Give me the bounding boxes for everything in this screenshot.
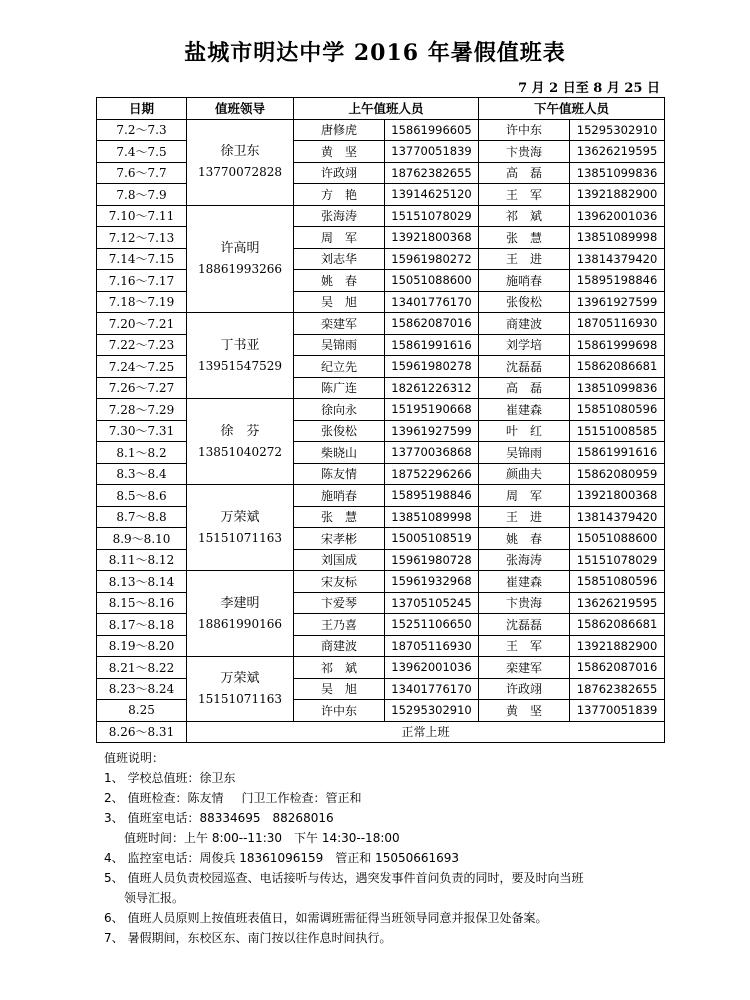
morning-staff-phone: 15862087016: [385, 313, 479, 335]
morning-staff-phone: 13770036868: [385, 442, 479, 464]
afternoon-staff-name: 张海涛: [479, 549, 570, 571]
leader-phone: 13770072828: [198, 165, 282, 179]
afternoon-staff-name: 沈磊磊: [479, 614, 570, 636]
leader-phone: 13951547529: [198, 358, 282, 373]
duty-date: 8.15～8.16: [97, 592, 187, 614]
afternoon-staff-name: 王 军: [479, 635, 570, 657]
duty-date: 7.20～7.21: [97, 313, 187, 335]
afternoon-staff-phone: 13851099836: [570, 162, 665, 184]
morning-staff-phone: 15861991616: [385, 334, 479, 356]
morning-staff-phone: 15151078029: [385, 205, 479, 227]
morning-staff-name: 祁 斌: [294, 657, 385, 679]
duty-leader: [187, 205, 294, 313]
afternoon-staff-name: 黄 坚: [479, 700, 570, 722]
afternoon-staff-name: 周 军: [479, 485, 570, 507]
note-4: 4、 监控室电话：周俊兵 18361096159 管正和 15050661693: [104, 851, 460, 865]
morning-staff-name: 许政翊: [294, 162, 385, 184]
note-1: 1、 学校总值班：徐卫东: [104, 771, 236, 785]
leader-phone: 18861993266: [198, 261, 282, 276]
duty-date: 8.13～8.14: [97, 571, 187, 593]
morning-staff-phone: 18261226312: [385, 377, 479, 399]
leader-name: 万荣斌: [220, 509, 260, 525]
page-title: 盐城市明达中学 2016 年暑假值班表: [184, 40, 566, 66]
duty-date: 7.2～7.3: [97, 119, 187, 141]
afternoon-staff-phone: 13851099836: [570, 377, 665, 399]
morning-staff-phone: 15005108519: [385, 528, 479, 550]
note-5-cont: 领导汇报。: [124, 891, 185, 905]
duty-date: 7.24～7.25: [97, 356, 187, 378]
table-row: [97, 635, 665, 657]
morning-staff-name: 方 艳: [294, 184, 385, 206]
final-date: 8.26～8.31: [97, 721, 187, 743]
table-row: [97, 291, 665, 313]
afternoon-staff-phone: 13961927599: [570, 291, 665, 313]
morning-staff-name: 张 慧: [294, 506, 385, 528]
afternoon-staff-name: 卞贵海: [479, 141, 570, 163]
afternoon-staff-name: 王 进: [479, 248, 570, 270]
morning-staff-phone: 15895198846: [385, 485, 479, 507]
morning-staff-name: 刘国成: [294, 549, 385, 571]
notes-heading: 值班说明：: [104, 751, 165, 765]
roster-body: [97, 119, 665, 743]
duty-date: 7.6～7.7: [97, 162, 187, 184]
morning-staff-name: 张俊松: [294, 420, 385, 442]
duty-date: 7.10～7.11: [97, 205, 187, 227]
morning-staff-phone: 15295302910: [385, 700, 479, 722]
table-row: [97, 528, 665, 550]
duty-date: 8.1～8.2: [97, 442, 187, 464]
afternoon-staff-name: 商建波: [479, 313, 570, 335]
leader-name: 徐 芬: [220, 423, 260, 439]
afternoon-staff-phone: 13921882900: [570, 635, 665, 657]
afternoon-staff-name: 吴锦雨: [479, 442, 570, 464]
morning-staff-phone: 15961932968: [385, 571, 479, 593]
afternoon-staff-phone: 15861999698: [570, 334, 665, 356]
table-row: [97, 485, 665, 507]
afternoon-staff-phone: 15051088600: [570, 528, 665, 550]
afternoon-staff-name: 许政翊: [479, 678, 570, 700]
afternoon-staff-name: 张 慧: [479, 227, 570, 249]
table-row: [97, 614, 665, 636]
table-row: [97, 657, 665, 679]
morning-staff-phone: 15961980278: [385, 356, 479, 378]
leader-name: 许高明: [220, 240, 260, 256]
duty-date: 8.9～8.10: [97, 528, 187, 550]
date-range: 7 月 2 日至 8 月 25 日: [518, 81, 660, 96]
afternoon-staff-phone: 13770051839: [570, 700, 665, 722]
duty-leader: [187, 571, 294, 657]
afternoon-staff-phone: 13814379420: [570, 506, 665, 528]
afternoon-staff-name: 刘学培: [479, 334, 570, 356]
morning-staff-phone: 13961927599: [385, 420, 479, 442]
morning-staff-phone: 15961980728: [385, 549, 479, 571]
duty-date: 8.3～8.4: [97, 463, 187, 485]
afternoon-staff-phone: 15862080959: [570, 463, 665, 485]
duty-leader: [187, 313, 294, 399]
duty-notes: [104, 748, 684, 948]
afternoon-staff-name: 叶 红: [479, 420, 570, 442]
duty-date: 8.5～8.6: [97, 485, 187, 507]
duty-date: 7.8～7.9: [97, 184, 187, 206]
duty-date: 7.12～7.13: [97, 227, 187, 249]
table-row: [97, 334, 665, 356]
duty-date: 7.4～7.5: [97, 141, 187, 163]
afternoon-staff-name: 高 磊: [479, 377, 570, 399]
leader-phone: 18861990166: [198, 616, 282, 631]
duty-leader: [187, 485, 294, 571]
morning-staff-phone: 13921800368: [385, 227, 479, 249]
afternoon-staff-name: 高 磊: [479, 162, 570, 184]
duty-date: 8.7～8.8: [97, 506, 187, 528]
morning-staff-name: 栾建军: [294, 313, 385, 335]
afternoon-staff-name: 施哨春: [479, 270, 570, 292]
afternoon-staff-name: 张俊松: [479, 291, 570, 313]
morning-staff-name: 陈广连: [294, 377, 385, 399]
morning-staff-name: 纪立先: [294, 356, 385, 378]
table-row: [97, 592, 665, 614]
table-header-row: [97, 98, 665, 120]
note-3: 3、 值班室电话：88334695 88268016: [104, 811, 334, 825]
morning-staff-phone: 13914625120: [385, 184, 479, 206]
afternoon-staff-phone: 15862086681: [570, 614, 665, 636]
morning-staff-phone: 15251106650: [385, 614, 479, 636]
header-afternoon: 下午值班人员: [479, 98, 665, 120]
duty-date: 7.26～7.27: [97, 377, 187, 399]
note-2-gate-check: 门卫工作检查：管正和: [241, 791, 362, 805]
afternoon-staff-phone: 18762382655: [570, 678, 665, 700]
afternoon-staff-phone: 15851080596: [570, 571, 665, 593]
morning-staff-phone: 18752296266: [385, 463, 479, 485]
afternoon-staff-phone: 15861991616: [570, 442, 665, 464]
morning-staff-phone: 15051088600: [385, 270, 479, 292]
morning-staff-phone: 13851089998: [385, 506, 479, 528]
duty-roster-table: [96, 97, 665, 743]
afternoon-staff-name: 卞贵海: [479, 592, 570, 614]
afternoon-staff-phone: 15295302910: [570, 119, 665, 141]
afternoon-staff-phone: 13921800368: [570, 485, 665, 507]
morning-staff-name: 陈友情: [294, 463, 385, 485]
morning-staff-phone: 13705105245: [385, 592, 479, 614]
table-row: [97, 700, 665, 722]
table-row: [97, 377, 665, 399]
table-row: [97, 119, 665, 141]
duty-date: 7.22～7.23: [97, 334, 187, 356]
table-row: [97, 571, 665, 593]
table-row: [97, 141, 665, 163]
duty-leader: [187, 119, 294, 205]
afternoon-staff-phone: 15862087016: [570, 657, 665, 679]
afternoon-staff-name: 栾建军: [479, 657, 570, 679]
afternoon-staff-name: 祁 斌: [479, 205, 570, 227]
table-row: [97, 463, 665, 485]
leader-phone: 15151071163: [198, 691, 282, 706]
morning-staff-name: 王乃喜: [294, 614, 385, 636]
afternoon-staff-phone: 15851080596: [570, 399, 665, 421]
afternoon-staff-name: 崔建森: [479, 399, 570, 421]
table-row: [97, 162, 665, 184]
note-7: 7、 暑假期间，东校区东、南门按以往作息时间执行。: [104, 931, 392, 945]
afternoon-staff-phone: 13851089998: [570, 227, 665, 249]
afternoon-staff-name: 崔建森: [479, 571, 570, 593]
afternoon-staff-name: 王 进: [479, 506, 570, 528]
duty-date: 7.14～7.15: [97, 248, 187, 270]
table-row: [97, 356, 665, 378]
note-3-hours: 值班时间：上午 8:00--11:30 下午 14:30--18:00: [124, 831, 400, 845]
table-row: [97, 313, 665, 335]
afternoon-staff-phone: 13626219595: [570, 592, 665, 614]
note-6: 6、 值班人员原则上按值班表值日，如需调班需征得当班领导同意并报保卫处备案。: [104, 911, 548, 925]
table-row: [97, 227, 665, 249]
table-row: [97, 549, 665, 571]
afternoon-staff-phone: 18705116930: [570, 313, 665, 335]
morning-staff-name: 商建波: [294, 635, 385, 657]
header-date: 日期: [97, 98, 187, 120]
morning-staff-phone: 13770051839: [385, 141, 479, 163]
table-row: [97, 442, 665, 464]
table-row-final: [97, 721, 665, 743]
afternoon-staff-name: 沈磊磊: [479, 356, 570, 378]
leader-phone: 13851040272: [198, 444, 282, 459]
afternoon-staff-phone: 13814379420: [570, 248, 665, 270]
table-row: [97, 184, 665, 206]
morning-staff-phone: 13962001036: [385, 657, 479, 679]
duty-leader: [187, 399, 294, 485]
duty-date: 7.30～7.31: [97, 420, 187, 442]
duty-date: 7.18～7.19: [97, 291, 187, 313]
note-5: 5、 值班人员负责校园巡查、电话接听与传达，遇突发事件首问负责的同时，要及时向当班: [104, 871, 584, 885]
morning-staff-name: 刘志华: [294, 248, 385, 270]
leader-name: 李建明: [220, 595, 260, 611]
afternoon-staff-phone: 15895198846: [570, 270, 665, 292]
duty-date: 8.19～8.20: [97, 635, 187, 657]
morning-staff-name: 施哨春: [294, 485, 385, 507]
table-row: [97, 270, 665, 292]
morning-staff-phone: 15195190668: [385, 399, 479, 421]
duty-date: 7.16～7.17: [97, 270, 187, 292]
morning-staff-name: 徐向永: [294, 399, 385, 421]
morning-staff-name: 吴 旭: [294, 678, 385, 700]
table-row: [97, 506, 665, 528]
afternoon-staff-name: 许中东: [479, 119, 570, 141]
table-row: [97, 248, 665, 270]
morning-staff-name: 卞爱琴: [294, 592, 385, 614]
note-2: [104, 788, 684, 808]
morning-staff-phone: 13401776170: [385, 678, 479, 700]
leader-name: 万荣斌: [220, 670, 260, 686]
table-row: [97, 678, 665, 700]
afternoon-staff-phone: 13626219595: [570, 141, 665, 163]
morning-staff-phone: 13401776170: [385, 291, 479, 313]
morning-staff-name: 周 军: [294, 227, 385, 249]
morning-staff-name: 黄 坚: [294, 141, 385, 163]
morning-staff-name: 宋孝彬: [294, 528, 385, 550]
morning-staff-phone: 15861996605: [385, 119, 479, 141]
morning-staff-phone: 18705116930: [385, 635, 479, 657]
afternoon-staff-phone: 15151008585: [570, 420, 665, 442]
duty-date: 8.23～8.24: [97, 678, 187, 700]
afternoon-staff-phone: 13921882900: [570, 184, 665, 206]
afternoon-staff-phone: 15862086681: [570, 356, 665, 378]
afternoon-staff-phone: 13962001036: [570, 205, 665, 227]
leader-name: 丁书亚: [220, 337, 260, 353]
duty-date: 8.17～8.18: [97, 614, 187, 636]
morning-staff-name: 唐修虎: [294, 119, 385, 141]
leader-phone: 15151071163: [198, 530, 282, 545]
duty-date: 8.21～8.22: [97, 657, 187, 679]
afternoon-staff-name: 颜曲夫: [479, 463, 570, 485]
morning-staff-name: 吴 旭: [294, 291, 385, 313]
duty-date: 7.28～7.29: [97, 399, 187, 421]
table-row: [97, 399, 665, 421]
morning-staff-name: 宋友标: [294, 571, 385, 593]
duty-date: 8.25: [97, 700, 187, 722]
morning-staff-name: 许中东: [294, 700, 385, 722]
afternoon-staff-phone: 15151078029: [570, 549, 665, 571]
morning-staff-name: 姚 春: [294, 270, 385, 292]
normal-work-note: 正常上班: [187, 721, 665, 743]
morning-staff-name: 张海涛: [294, 205, 385, 227]
duty-date: 8.11～8.12: [97, 549, 187, 571]
morning-staff-name: 柴晓山: [294, 442, 385, 464]
morning-staff-phone: 18762382655: [385, 162, 479, 184]
leader-name: 徐卫东: [220, 144, 260, 159]
note-2-duty-check: 2、 值班检查：陈友情: [104, 791, 224, 805]
duty-leader: [187, 657, 294, 722]
morning-staff-phone: 15961980272: [385, 248, 479, 270]
afternoon-staff-name: 姚 春: [479, 528, 570, 550]
morning-staff-name: 吴锦雨: [294, 334, 385, 356]
header-morning: 上午值班人员: [294, 98, 479, 120]
table-row: [97, 205, 665, 227]
header-leader: 值班领导: [187, 98, 294, 120]
afternoon-staff-name: 王 军: [479, 184, 570, 206]
table-row: [97, 420, 665, 442]
